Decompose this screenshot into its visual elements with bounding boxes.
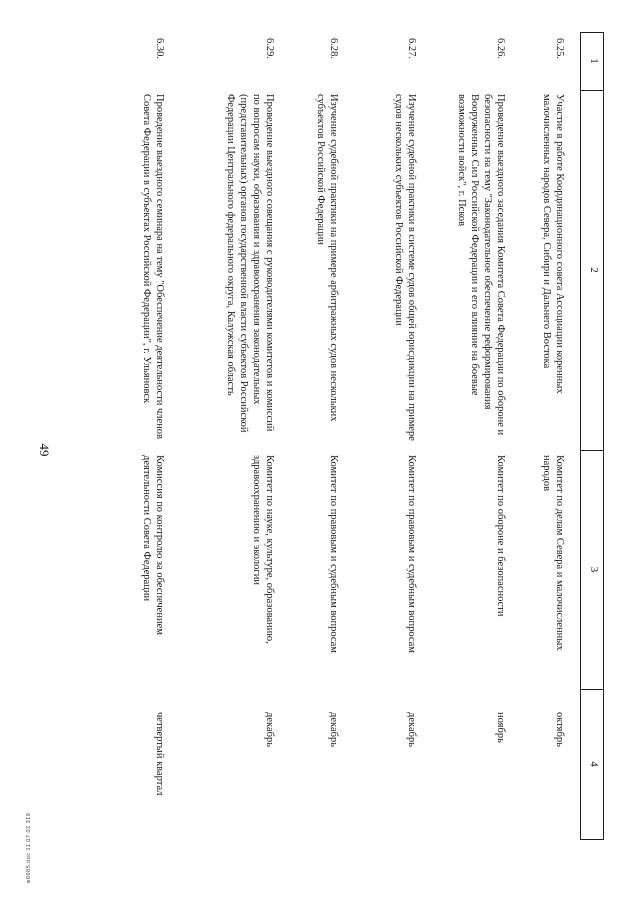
column-number-3: 3 xyxy=(588,566,600,573)
event-term: декабрь xyxy=(406,712,417,747)
event-description: Проведение выездного совещания с руководителями комитетов и комиссий по вопросам науки, образования и здравоохранения законодательных (представительных) органов государственной власти субъектов Российской Федерации Центрального федерального округа, Калужская область xyxy=(225,94,275,433)
responsible-body: Комитет по правовым и судебным вопросам xyxy=(328,455,339,653)
responsible-body: Комитет по науке, культуре, образованию, здравоохранению и экологии xyxy=(251,455,275,644)
page-number: 49 xyxy=(37,443,52,457)
rotated-page-area xyxy=(72,32,604,840)
row-number: 6.29. xyxy=(264,38,275,59)
event-term: декабрь xyxy=(328,712,339,747)
column-number-4: 4 xyxy=(588,761,600,767)
event-term: октябрь xyxy=(554,712,565,747)
responsible-body: Комитет по делам Севера и малочисленных народов xyxy=(541,455,565,651)
event-description: Изучение судебной практики в системе судов общей юрисдикции на примере судов нескольких субъектов Российской Федерации xyxy=(393,94,417,441)
event-description: Изучение судебной практики на примере арбитражных судов нескольких субъектов Российской Федерации xyxy=(315,94,339,422)
column-number-2: 2 xyxy=(588,267,600,273)
row-number: 6.26. xyxy=(495,38,506,59)
row-number: 6.25. xyxy=(554,38,565,59)
table-header xyxy=(580,32,604,840)
event-term: ноябрь xyxy=(495,712,506,743)
plan-table xyxy=(72,32,604,840)
document-stamp: ж6085.doc 11.07.02 319 xyxy=(26,812,32,884)
event-term: четвертый квартал xyxy=(154,712,165,796)
responsible-body: Комиссия по контролю за обеспечением деятельности Совета Федерации xyxy=(141,455,165,635)
row-number: 6.27. xyxy=(406,38,417,59)
responsible-body: Комитет по правовым и судебным вопросам xyxy=(406,455,417,653)
event-description: Участие в работе Координационного совета Ассоциации коренных малочисленных народов Севера, Сибири и Дальнего Востока xyxy=(541,94,565,394)
event-term: декабрь xyxy=(264,712,275,747)
column-number-1: 1 xyxy=(588,58,600,64)
row-number: 6.30. xyxy=(154,38,165,59)
row-number: 6.28. xyxy=(328,38,339,59)
event-description: Проведение выездного семинара на тему "Обеспечение деятельности членов Совета Федерации в субъектах Российской Федерации", г. Ульяновск xyxy=(141,94,165,439)
responsible-body: Комитет по обороне и безопасности xyxy=(495,455,506,617)
event-description: Проведение выездного заседания Комитета Совета Федерации по обороне и безопасности на тему "Законодательное обеспечение реформирования Вооруженных Сил Российской Федерации и его влияние на боевые возможности войск", г. Псков xyxy=(456,94,506,436)
